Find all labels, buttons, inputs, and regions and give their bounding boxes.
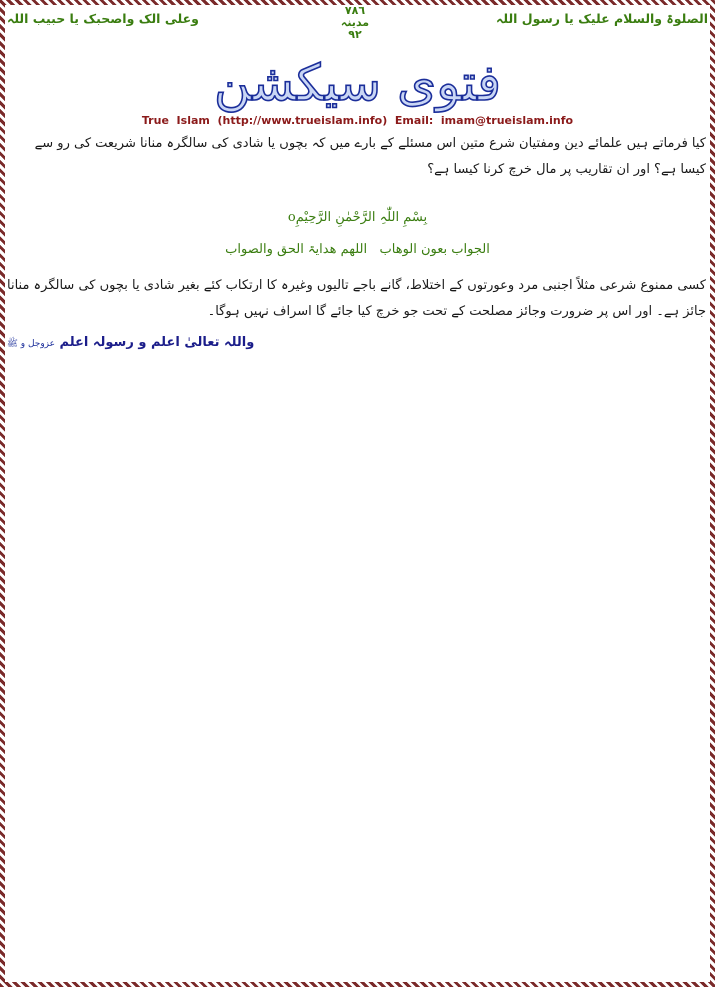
seal-number-2: ٩٢ [348,28,362,41]
page-title: فتوی سیکشن [213,54,502,112]
basmala: بِسْمِ اللّٰہِ الرَّحْمٰنِ الرَّحِیْمِo [287,210,428,225]
seal-number: ٧٨٦ [344,5,366,17]
fatwa-page [5,5,710,982]
seal-madina: مدینہ [340,16,370,29]
header-salutation-left: وعلی الک واصحبک یا حبیب اللہ [7,11,199,26]
closing-line [7,335,254,351]
header-madina-seal [325,5,385,41]
closing-text: واللہ تعالیٰ اعلم و رسولہ اعلم [59,335,255,350]
question-text: کیا فرماتے ہیں علمائے دین ومفتیان شرع متین اس مسئلے کے بارے میں کہ بچوں یا شادی کی سالگرہ منانا شریعت کی رو سے کیسا ہے؟ اور ان تقاریب پر مال خرچ کرنا کیسا ہے؟ [34,136,706,177]
contact-line: True Islam (http://www.trueislam.info) Email: imam@trueislam.info [141,114,574,127]
honorific-glyph: عزوجل و ﷺ [7,339,56,349]
header-salutation-right: الصلوۃ والسلام علیک یا رسول اللہ [496,11,708,26]
answer-text: کسی ممنوع شرعی مثلاً اجنبی مرد وعورتوں کے اختلاط، گانے باجے تالیوں وغیرہ کا ارتکاب کئے بغیر شادی یا بچوں کی سالگرہ منانا جائز ہے۔ اور اس پر ضرورت وجائز مصلحت کے تحت جو خرچ کیا جائے گا اسراف نہیں ہوگا۔ [6,278,706,319]
answer-heading: الجواب بعون الوھاب اللھم ھدایۃ الحق والصواب [225,242,490,257]
